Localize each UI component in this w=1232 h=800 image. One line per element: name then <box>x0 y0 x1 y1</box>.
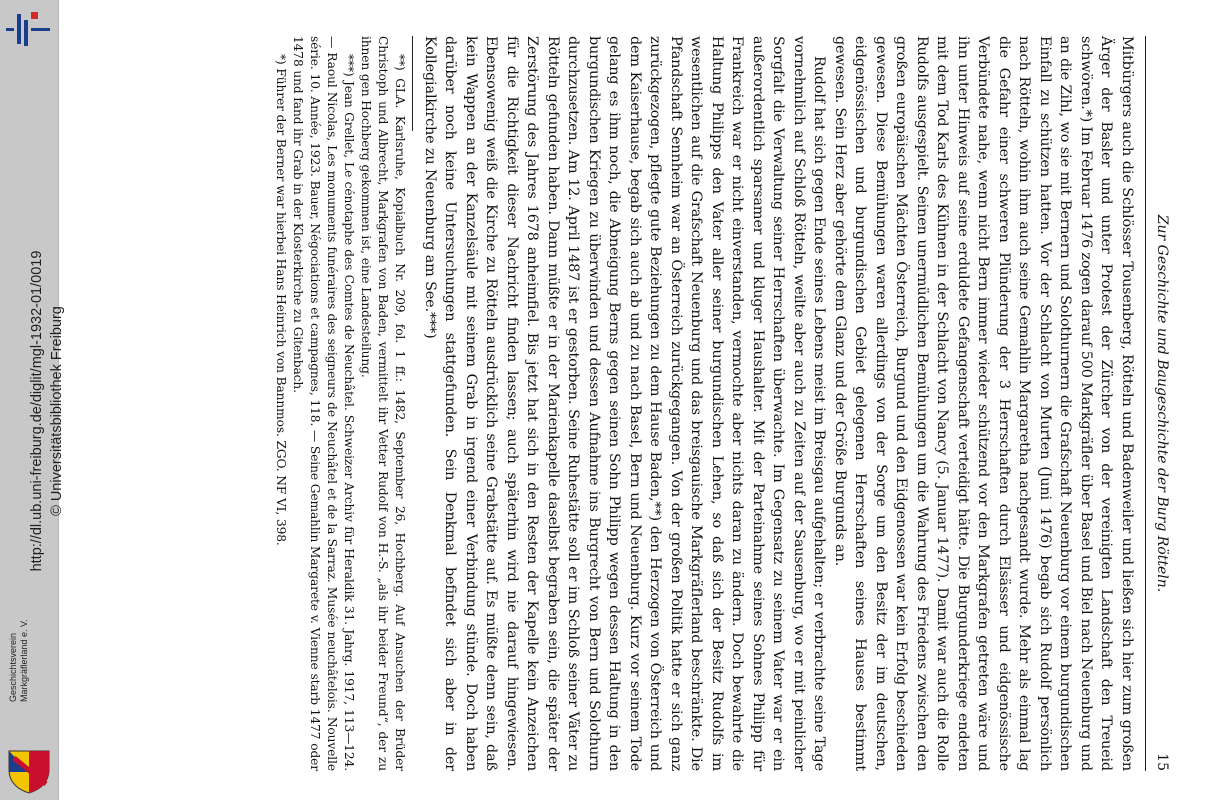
paragraph: Rudolf hat sich gegen Ende seines Lebens meist im Breisgau aufgehalten; er verbrachte seine Tage vornehmlich auf Schloß Rötteln, weilte aber auch zu Zeiten auf der Sausenburg, wo er mit peinlicher Sorgfalt die Verwaltung seiner Herrschaften überwachte. Im Gegensatz zu seinem Vater war er ein außerordentlich sparsamer und kluger Haushalter. Mit der Parteinahme seines Sohnes Philipp für Frankreich war er nicht einverstanden, vermochte aber nichts daran zu ändern. Doch bewahrte die Haltung Philipps den Vater aller seiner burgundischen Lehen, so daß sich der Besitz Rudolfs im wesentlichen auf die Grafschaft Neuenburg und das breisgauische Markgräflerland beschränkte. Die Pfandschaft Sennheim war an Österreich zurückgegangen. Von der großen Politik hatte er sich ganz zurückgezogen, pflegte gute Beziehungen zu dem Hause Baden,**) den Herzogen von Österreich und dem Kaiserhause, begab sich auch ab und zu nach Basel, Bern und Neuenburg. Kurz vor seinem Tode gelang es ihm noch, die Abneigung Berns gegen seinen Sohn Philipp wegen dessen Haltung in den burgundischen Kriegen zu überwinden und dessen Aufnahme ins Burgrecht von Bern und Solothurn durchzusetzen. Am 12. April 1487 ist er gestorben. Seine Ruhestätte soll er im Schloß seiner Väter zu Rötteln gefunden haben. Dann müßte er in der Marienkapelle daselbst begraben sein, die später der Zerstörung des Jahres 1678 anheimfiel. Bis jetzt hat sich in den Resten der Kapelle kein Anzeichen für die Richtigkeit dieser Nachricht finden lassen; auch späterhin wird nie darauf hingewiesen. Ebensowenig weiß die Kirche zu Rötteln ausdrücklich seine Grabstätte auf. Es müßte denn sein, daß kein Wappen an der Kanzelsäule mit seinem Grab in irgend einer Verbindung stünde. Doch haben darüber noch keine Untersuchungen stattgefunden. Sein Denkmal befindet sich aber in der Kollegialkirche zu Neuenburg am See.***) <box>422 36 828 771</box>
sidebar <box>0 0 65 800</box>
geschichtsverein-line1: Geschichtsverein <box>8 632 18 702</box>
page-number: 15 <box>1154 753 1170 771</box>
body-text <box>420 36 1138 771</box>
scan-viewport <box>58 0 1232 800</box>
coat-of-arms-icon <box>6 748 52 794</box>
document-url-link[interactable]: http://dl.ub.uni-freiburg.de/diglit/mgl-1932-01/0019 <box>29 250 45 572</box>
paragraph: Mitbürgers auch die Schlösser Tousenberg, Rötteln und Badenweiler und ließen sich hier zum großen Ärger der Basler und unter Protest der Zürcher von der vereinigten Landschaft den Treueid schwören.*) Im Februar 1476 zogen darauf 500 Markgräfler über Basel und Biel nach Neuenburg und an die Zihl, wo sie mit Bernern und Solothurnern die Grafschaft Neuenburg vor einem burgundischen Einfall zu schützen hatten. Vor der Schlacht von Murten (Juni 1476) begab sich Rudolf persönlich nach Rötteln, wohin ihm auch seine Gemahlin Margaretha nachgesandt wurde. Mehr als einmal lag die Gefahr einer schweren Plünderung der 3 Herrschaften durch Elsässer und eidgenössische Verbündete nahe, wenn nicht Bern immer wieder schützend vor den Markgrafen getreten wäre und ihn unter Hinweis auf seine erduldete Gefangenschaft verteidigt hätte. Die Burgunderkriege endeten mit dem Tod Karls des Kühnen in der Schlacht von Nancy (5. Januar 1477). Damit war auch die Rolle Rudolfs ausgespielt. Seinen unermüdlichen Bemühungen um die Wahrung des Friedens zwischen den großen europäischen Mächten Österreich, Burgund und den Eidgenossen war kein Erfolg beschieden gewesen. Diese Bemühungen waren allerdings von der Sorge um den Besitz der im deutschen, eidgenössischen und burgundischen Gebiet gelegenen Herrschaften seines Hauses bestimmt gewesen. Sein Herz aber gehörte dem Glanz und der Größe Burgunds an. <box>832 36 1135 771</box>
running-head-title: Zur Geschichte und Baugeschichte der Burg Rötteln. <box>1154 214 1170 593</box>
running-head <box>1148 36 1170 771</box>
geschichtsverein-label <box>8 612 30 702</box>
footnote-rule <box>413 36 414 131</box>
footnote: **) GLA. Karlsruhe, Kopialbuch Nr. 209, fol. 1 ff.: 1482, September 26, Hochberg. Auf Ansuchen der Brüder Christoph und Albrecht, Markgrafen von Baden, vermittelt ihr Vetter Rudolf von H.-S. „als ihr beider Freund“, der zu ihnen gen Hochberg gekommen ist, eine Landesteilung. <box>359 36 408 771</box>
footnote: ***) Jean Grellet, Le cénotaphe des Comtes de Neuchâtel. Schweizer Archiv für Heraldik 31. Jahrg. 1917, 113—124. — Raoul Nicolas, Les monuments funéraires des seigneurs de Neuchâtel et de la Sarraz. Musée neuchâtelois. Nouvelle série. 10. Année, 1923. Bauer, Négociations et campagnes, 118. — Seine Gemahlin Margarete v. Vienne starb 1477 oder 1478 und fand ihr Grab in der Klosterkirche zu Gitenbach. <box>291 36 357 771</box>
copyright-text: © Universitätsbibliothek Freiburg <box>49 306 65 516</box>
footnotes <box>273 36 409 771</box>
geschichtsverein-line2: Markgräflerland e. V. <box>19 619 29 702</box>
book-page <box>274 36 1170 771</box>
header-rule <box>1145 36 1146 771</box>
footnote: *) Führer der Berner war hierbei Hans Heinrich von Bannmos. ZGO. NF VI, 398. <box>274 54 289 546</box>
